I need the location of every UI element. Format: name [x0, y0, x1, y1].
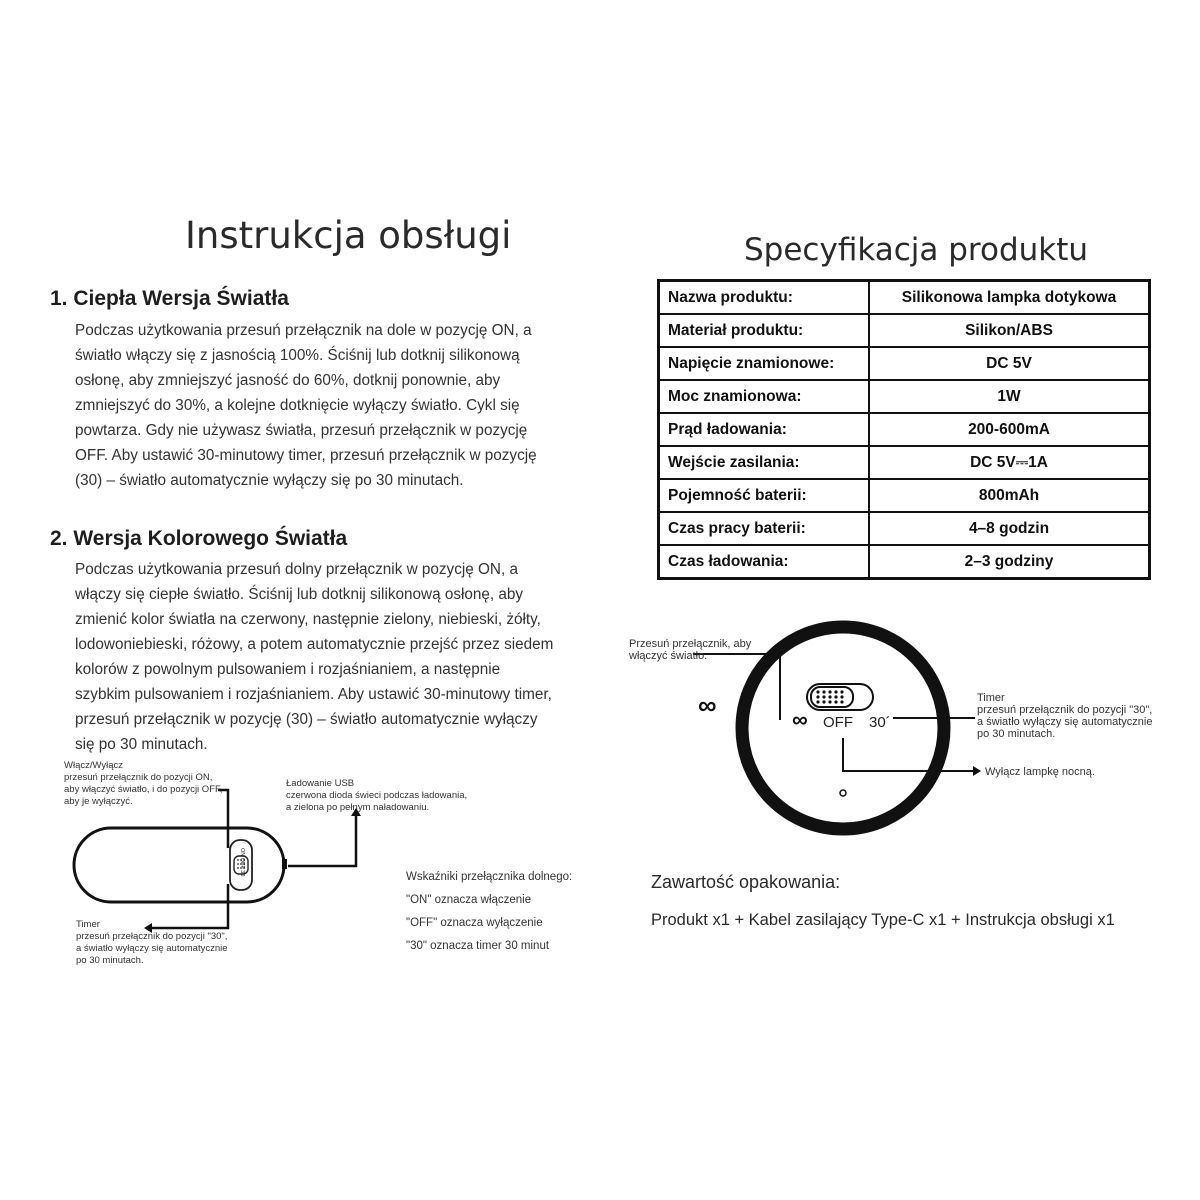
package-contents: Produkt x1 + Kabel zasilający Type-C x1 + Instrukcja obsługi x1 — [651, 911, 1115, 929]
thirty-text: 30´ — [869, 714, 891, 731]
infinity-icon-inner: ∞ — [792, 707, 808, 732]
spec-value: DC 5V — [869, 347, 1150, 380]
usb-label-line: Ładowanie USB — [286, 778, 355, 789]
slide-label-line: włączyć światło. — [629, 650, 708, 662]
section1-line: zmniejszyć do 30%, a kolejne dotknięcie wyłączy światło. Cykl się — [75, 397, 520, 414]
onoff-label-line: przesuń przełącznik do pozycji ON, — [64, 772, 213, 783]
section1-line: (30) – światło automatycznie wyłączy się po 30 minutach. — [75, 472, 464, 489]
slide-label-line: Przesuń przełącznik, aby — [629, 638, 752, 650]
usb-label-line: czerwona dioda świeci podczas ładowania, — [286, 790, 468, 801]
timer-label-line: Timer — [76, 919, 100, 930]
off-text: OFF — [823, 714, 853, 731]
spec-value: Silikonowa lampka dotykowa — [869, 281, 1150, 315]
section2-line: przesuń przełącznik w pozycję (30) – światło automatycznie wyłączy — [75, 711, 538, 728]
spec-key: Moc znamionowa: — [659, 380, 870, 413]
spec-key: Pojemność baterii: — [659, 479, 870, 512]
section2-line: Podczas użytkowania przesuń dolny przełącznik w pozycję ON, a — [75, 561, 518, 578]
spec-key: Czas pracy baterii: — [659, 512, 870, 545]
switch-text: ON OFF 30 — [239, 848, 245, 877]
spec-value: 4–8 godzin — [869, 512, 1150, 545]
section1-line: osłonę, aby zmniejszyć jasność do 60%, dotknij ponownie, aby — [75, 372, 501, 389]
section2-line: włączy się ciepłe światło. Ściśnij lub dotknij silikonową osłonę, aby — [75, 586, 524, 603]
spec-key: Nazwa produktu: — [659, 281, 870, 315]
onoff-label-line: Włącz/Wyłącz — [64, 760, 124, 771]
spec-title: Specyfikacja produktu — [744, 232, 1089, 268]
spec-key: Prąd ładowania: — [659, 413, 870, 446]
infinity-icon-outer: ∞ — [698, 690, 717, 720]
timer-label-right-line: przesuń przełącznik do pozycji "30", — [977, 704, 1153, 716]
spec-key: Materiał produktu: — [659, 314, 870, 347]
instructions-title: Instrukcja obsługi — [185, 214, 512, 257]
indicator-on: "ON" oznacza włączenie — [406, 894, 532, 906]
section2-heading: 2. Wersja Kolorowego Światła — [50, 527, 348, 550]
section2-line: szybkim pulsowaniem i rozjaśnianiem. Aby ustawić 30-minutowy timer, — [75, 686, 552, 703]
timer-label-right-line: po 30 minutach. — [977, 728, 1056, 740]
timer-label-right — [977, 692, 1152, 740]
spec-value: 800mAh — [869, 479, 1150, 512]
section1-line: OFF. Aby ustawić 30-minutowy timer, przesuń przełącznik w pozycję — [75, 447, 537, 464]
timer-label-line: przesuń przełącznik do pozycji "30", — [76, 931, 228, 942]
spec-value: 2–3 godziny — [869, 545, 1150, 579]
onoff-label-line: aby je wyłączyć. — [64, 796, 133, 807]
timer-label-right-line: a światło wyłączy się automatycznie — [977, 716, 1153, 728]
indicators-title: Wskaźniki przełącznika dolnego: — [406, 871, 573, 883]
off-label: Wyłącz lampkę nocną. — [985, 766, 1095, 778]
spec-value: DC 5V⎓1A — [869, 446, 1150, 479]
timer-label-line: po 30 minutach. — [76, 955, 144, 966]
spec-key: Czas ładowania: — [659, 545, 870, 579]
spec-key: Wejście zasilania: — [659, 446, 870, 479]
section1-line: powtarza. Gdy nie używasz światła, przesuń przełącznik w pozycję — [75, 422, 528, 439]
spec-value: 200-600mA — [869, 413, 1150, 446]
off-arrow — [973, 766, 981, 776]
section1-heading: 1. Ciepła Wersja Światła — [50, 287, 289, 310]
section2-line: kolorów z powolnym pulsowaniem i rozjaśnianiem, a następnie — [75, 661, 501, 678]
section2-line: lodowoniebieski, różowy, a potem automatycznie przejść przez siedem — [75, 636, 554, 653]
section1-line: światło włączy się z jasnością 100%. Ściśnij lub dotknij silikonową — [75, 347, 520, 364]
section1-line: Podczas użytkowania przesuń przełącznik na dole w pozycję ON, a — [75, 322, 532, 339]
spec-key: Napięcie znamionowe: — [659, 347, 870, 380]
timer-label-line: a światło wyłączy się automatycznie — [76, 943, 228, 954]
indicator-off: "OFF" oznacza wyłączenie — [406, 917, 543, 929]
indicator-30: "30" oznacza timer 30 minut — [406, 940, 550, 952]
spec-value: 1W — [869, 380, 1150, 413]
package-title: Zawartość opakowania: — [651, 872, 841, 892]
timer-label-right-line: Timer — [977, 692, 1005, 704]
section2-line: zmienić kolor światła na czerwony, następnie zielony, niebieski, żółty, — [75, 611, 541, 628]
slide-label — [629, 638, 751, 662]
onoff-label-line: aby włączyć światło, i do pozycji OFF, — [64, 784, 223, 795]
port-hole — [840, 790, 846, 796]
spec-value: Silikon/ABS — [869, 314, 1150, 347]
usb-label-line: a zielona po pełnym naładowaniu. — [286, 802, 430, 813]
section2-line: się po 30 minutach. — [75, 736, 208, 753]
